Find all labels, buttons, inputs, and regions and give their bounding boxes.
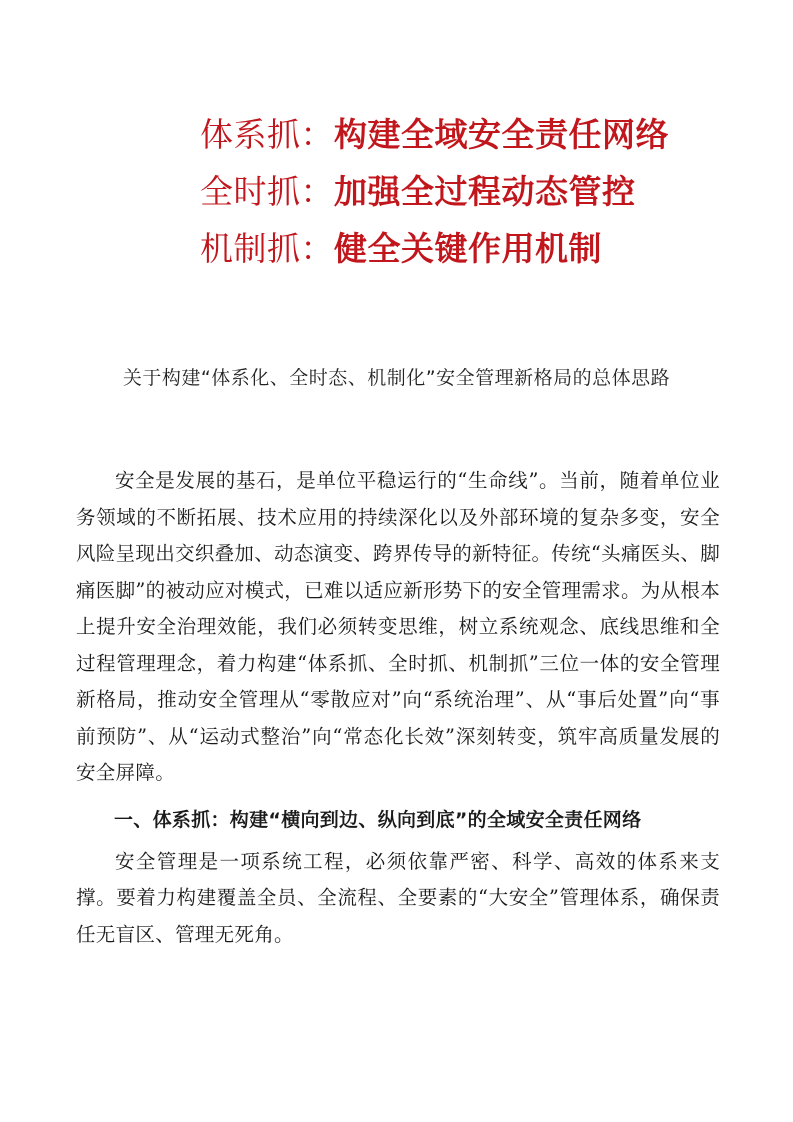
title-block: [200, 106, 760, 277]
title-main: 加强全过程动态管控: [334, 172, 636, 211]
title-line-mechanism: [200, 220, 760, 277]
title-prefix: 全时抓：: [200, 172, 334, 211]
title-prefix: 体系抓：: [200, 115, 334, 154]
section-heading: 一、体系抓：构建“横向到边、纵向到底”的全域安全责任网络: [114, 808, 642, 831]
title-prefix: 机制抓：: [200, 229, 334, 268]
title-main: 健全关键作用机制: [334, 229, 602, 268]
document-body: [76, 463, 720, 953]
intro-paragraph: 安全是发展的基石，是单位平稳运行的“生命线”。当前，随着单位业务领域的不断拓展、技术应用的持续深化以及外部环境的复杂多变，安全风险呈现出交织叠加、动态演变、跨界传导的新特征。传统“头痛医头、脚痛医脚”的被动应对模式，已难以适应新形势下的安全管理需求。为从根本上提升安全治理效能，我们必须转变思维，树立系统观念、底线思维和全过程管理理念，着力构建“体系抓、全时抓、机制抓”三位一体的安全管理新格局，推动安全管理从“零散应对”向“系统治理”、从“事后处置”向“事前预防”、从“运动式整治”向“常态化长效”深刻转变，筑牢高质量发展的安全屏障。: [76, 469, 720, 784]
title-line-fulltime: [200, 163, 760, 220]
document-subtitle: 关于构建“体系化、全时态、机制化”安全管理新格局的总体思路: [122, 367, 671, 389]
title-main: 构建全域安全责任网络: [334, 115, 669, 154]
section-paragraph: 安全管理是一项系统工程，必须依靠严密、科学、高效的体系来支撑。要着力构建覆盖全员、全流程、全要素的“大安全”管理体系，确保责任无盲区、管理无死角。: [76, 849, 720, 946]
title-line-system: [200, 106, 760, 163]
